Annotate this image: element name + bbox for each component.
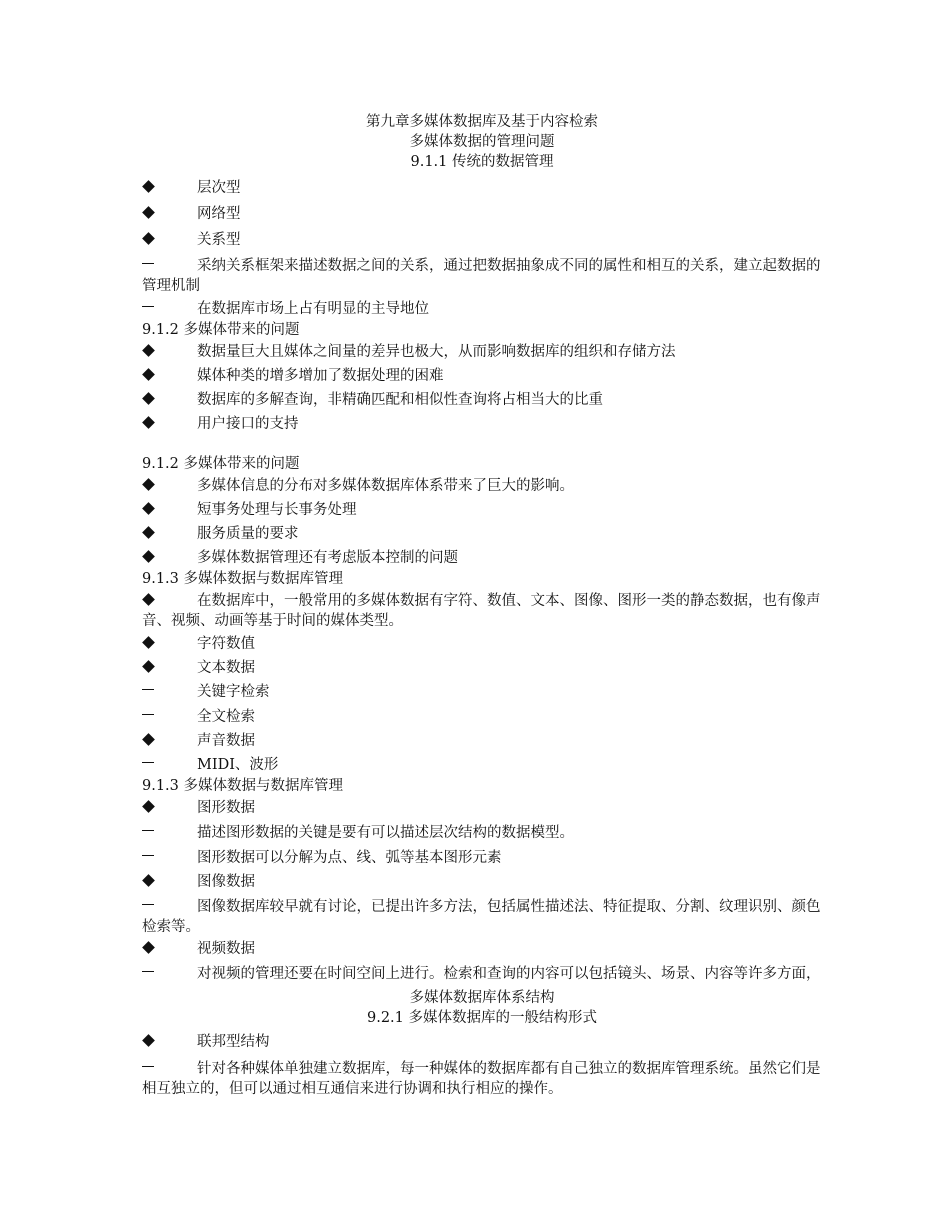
item-text: 层次型 [197, 180, 241, 196]
dash-item [142, 682, 822, 702]
diamond-bullet-icon [142, 634, 162, 654]
document-body [142, 178, 822, 1099]
item-text: 描述图形数据的关键是要有可以描述层次结构的数据模型。 [197, 825, 574, 841]
bullet-item [142, 591, 822, 631]
item-text: 图形数据 [197, 800, 255, 816]
section-heading: 9.1.3 多媒体数据与数据库管理 [142, 571, 344, 587]
diamond-bullet-icon [142, 500, 162, 520]
item-text: 采纳关系框架来描述数据之间的关系，通过把数据抽象成不同的属性和相互的关系，建立起数据的管理机制 [142, 258, 821, 294]
bullet-item [142, 524, 822, 544]
diamond-bullet-icon [142, 658, 162, 678]
bullet-item [142, 548, 822, 568]
bullet-item [142, 798, 822, 818]
item-text: 服务质量的要求 [197, 526, 299, 542]
diamond-bullet-icon [142, 414, 162, 434]
dash-bullet-icon [142, 897, 197, 917]
diamond-bullet-icon [142, 939, 162, 959]
bullet-item [142, 230, 822, 250]
dash-item [142, 256, 822, 296]
item-text: 图像数据 [197, 874, 255, 890]
item-text: MIDI、波形 [197, 757, 279, 773]
diamond-bullet-icon [142, 476, 162, 496]
bullet-item [142, 1032, 822, 1052]
diamond-bullet-icon [142, 204, 162, 224]
item-text: 短事务处理与长事务处理 [197, 502, 357, 518]
bullet-item [142, 178, 822, 198]
dash-item [142, 1059, 822, 1099]
diamond-bullet-icon [142, 366, 162, 386]
item-text: 视频数据 [197, 941, 255, 957]
dash-item [142, 823, 822, 843]
item-text: 针对各种媒体单独建立数据库，每一种媒体的数据库都有自己独立的数据库管理系统。虽然它们是相互独立的，但可以通过相互通信来进行协调和执行相应的操作。 [142, 1061, 821, 1097]
item-text: 用户接口的支持 [197, 416, 299, 432]
item-text: 文本数据 [197, 660, 255, 676]
section-heading: 9.1.2 多媒体带来的问题 [142, 456, 300, 472]
item-text: 数据量巨大且媒体之间量的差异也极大，从而影响数据库的组织和存储方法 [197, 344, 676, 360]
dash-item [142, 707, 822, 727]
dash-bullet-icon [142, 707, 162, 727]
diamond-bullet-icon [142, 178, 162, 198]
diamond-bullet-icon [142, 872, 162, 892]
bullet-item [142, 366, 822, 386]
bullet-item [142, 872, 822, 892]
subsection-title: 9.1.1 传统的数据管理 [410, 154, 554, 170]
dash-item [142, 964, 822, 984]
item-text: 多媒体数据管理还有考虑版本控制的问题 [197, 550, 458, 566]
bullet-item [142, 500, 822, 520]
document-page [142, 112, 822, 1099]
bullet-item [142, 414, 822, 434]
item-text: 关键字检索 [197, 684, 270, 700]
item-text: 网络型 [197, 206, 241, 222]
item-text: 声音数据 [197, 733, 255, 749]
item-text: 图形数据可以分解为点、线、弧等基本图形元素 [197, 850, 502, 866]
dash-bullet-icon [142, 823, 162, 843]
dash-bullet-icon [142, 682, 162, 702]
centered-heading: 9.2.1 多媒体数据库的一般结构形式 [366, 1010, 597, 1026]
item-text: 图像数据库较早就有讨论，已提出许多方法，包括属性描述法、特征提取、分割、纹理识别、颜色检索等。 [142, 899, 821, 935]
diamond-bullet-icon [142, 342, 162, 362]
chapter-title: 第九章多媒体数据库及基于内容检索 [366, 114, 598, 130]
item-text: 多媒体信息的分布对多媒体数据库体系带来了巨大的影响。 [197, 478, 574, 494]
section-title: 多媒体数据的管理问题 [409, 134, 555, 150]
section-heading: 9.1.3 多媒体数据与数据库管理 [142, 778, 344, 794]
bullet-item [142, 634, 822, 654]
diamond-bullet-icon [142, 390, 162, 410]
dash-bullet-icon [142, 299, 162, 319]
item-text: 对视频的管理还要在时间空间上进行。检索和查询的内容可以包括镜头、场景、内容等许多方面， [197, 966, 821, 982]
dash-bullet-icon [142, 1059, 197, 1079]
diamond-bullet-icon [142, 731, 162, 751]
bullet-item [142, 342, 822, 362]
dash-bullet-icon [142, 848, 162, 868]
bullet-item [142, 939, 822, 959]
bullet-item [142, 204, 822, 224]
bullet-item [142, 658, 822, 678]
diamond-bullet-icon [142, 591, 197, 611]
dash-item [142, 848, 822, 868]
diamond-bullet-icon [142, 1032, 162, 1052]
dash-bullet-icon [142, 755, 162, 775]
bullet-item [142, 476, 822, 496]
bullet-item [142, 731, 822, 751]
diamond-bullet-icon [142, 798, 162, 818]
dash-bullet-icon [142, 964, 197, 984]
item-text: 在数据库中，一般常用的多媒体数据有字符、数值、文本、图像、图形一类的静态数据，也有像声音、视频、动画等基于时间的媒体类型。 [142, 593, 821, 629]
item-text: 全文检索 [197, 709, 255, 725]
centered-heading: 多媒体数据库体系结构 [409, 990, 555, 1006]
dash-item [142, 755, 822, 775]
dash-item [142, 299, 822, 319]
dash-item [142, 897, 822, 937]
dash-bullet-icon [142, 256, 197, 276]
section-heading: 9.1.2 多媒体带来的问题 [142, 322, 300, 338]
item-text: 在数据库市场上占有明显的主导地位 [197, 301, 429, 317]
diamond-bullet-icon [142, 230, 162, 250]
item-text: 媒体种类的增多增加了数据处理的困难 [197, 368, 444, 384]
item-text: 关系型 [197, 232, 241, 248]
item-text: 联邦型结构 [197, 1034, 270, 1050]
item-text: 数据库的多解查询，非精确匹配和相似性查询将占相当大的比重 [197, 392, 603, 408]
item-text: 字符数值 [197, 636, 255, 652]
diamond-bullet-icon [142, 524, 162, 544]
bullet-item [142, 390, 822, 410]
diamond-bullet-icon [142, 548, 162, 568]
